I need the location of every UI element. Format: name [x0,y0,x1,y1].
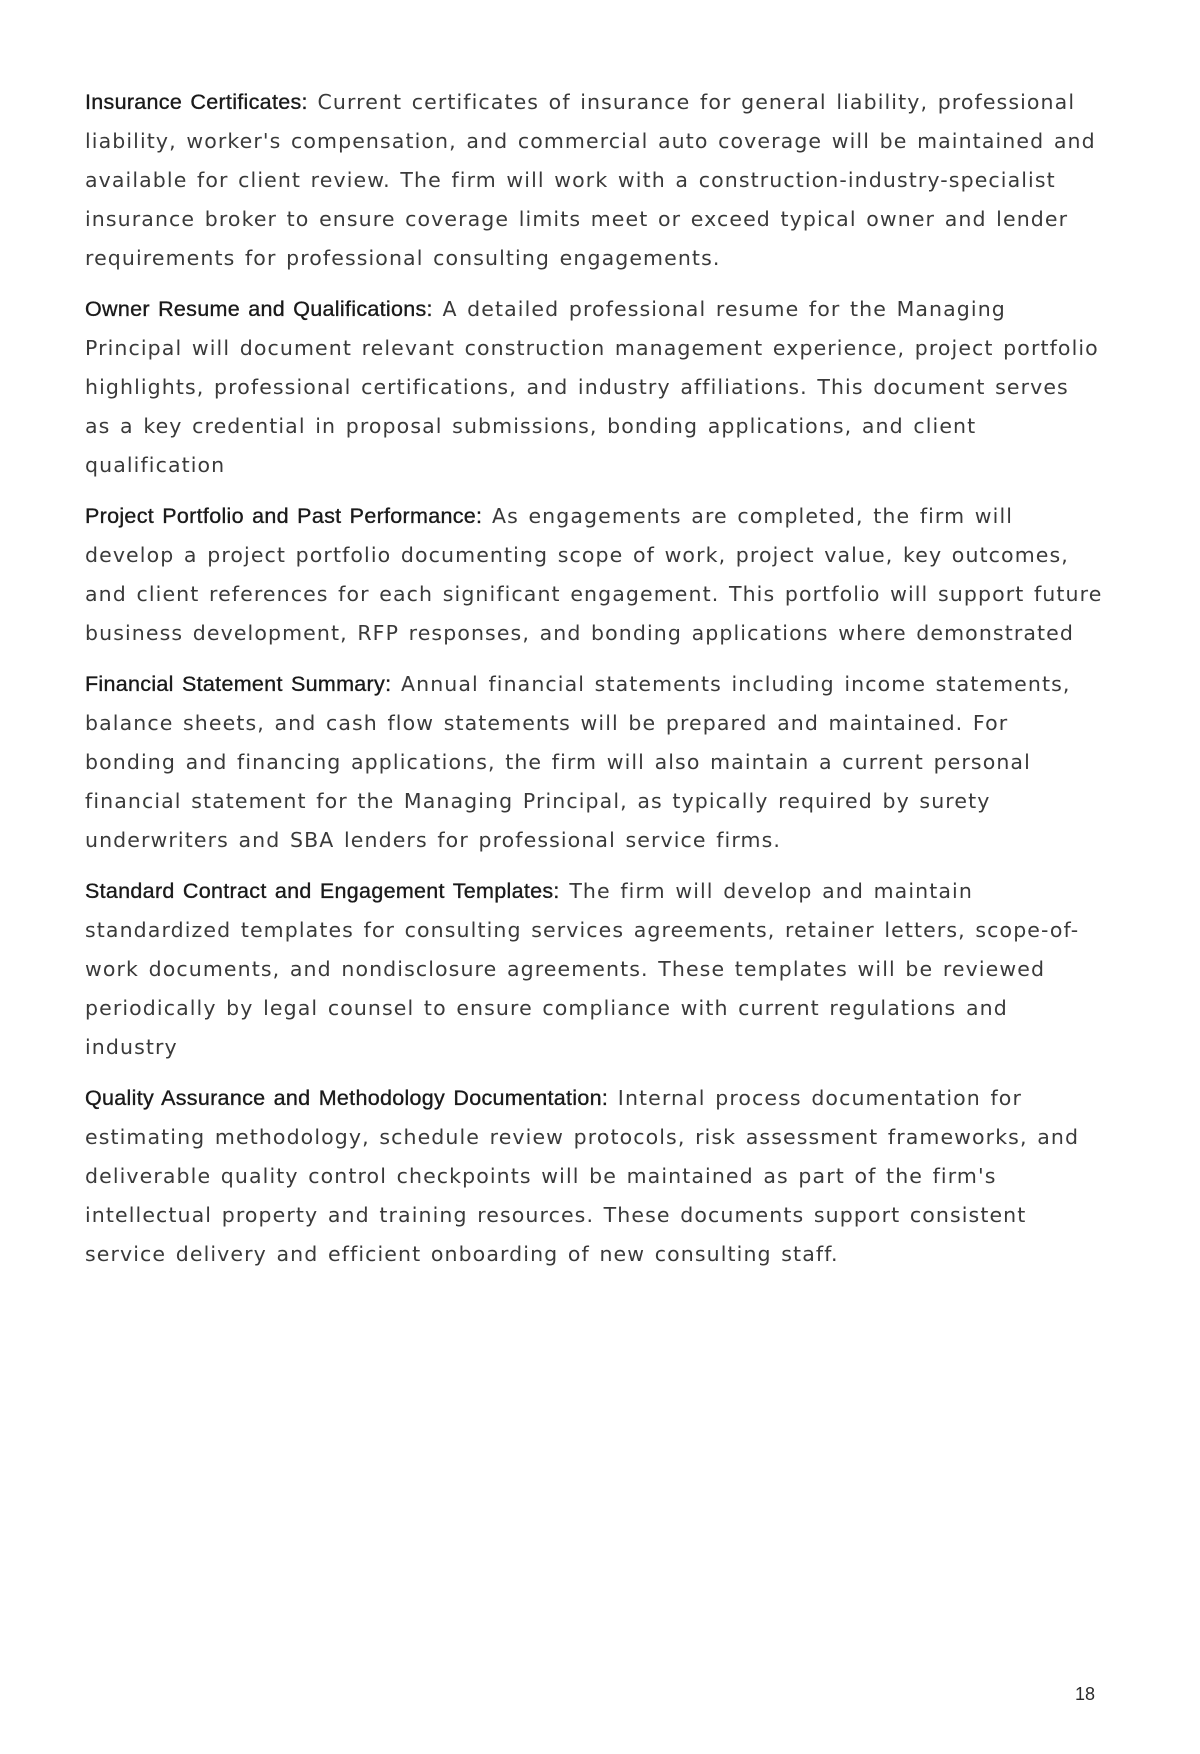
section-text: A detailed professional resume for the Managing Principal will document relevant construction management experience, project portfolio highlights, professional certifications, and industry affiliations. This document serves as a key credential in proposal submissions, bonding applications, and client qualification [85,297,1099,477]
section-project-portfolio [85,497,1103,653]
document-body [85,83,1103,1286]
section-term: Financial Statement Summary: [85,672,392,696]
section-text: The firm will develop and maintain standardized templates for consulting services agreements, retainer letters, scope-of-work documents, and nondisclosure agreements. These templates will be reviewed periodically by legal counsel to ensure compliance with current regulations and industry [85,879,1080,1059]
section-insurance-certificates [85,83,1103,278]
section-text: Current certificates of insurance for general liability, professional liability, worker's compensation, and commercial auto coverage will be maintained and available for client review. The firm will work with a construction-industry-specialist insurance broker to ensure coverage limits meet or exceed typical owner and lender requirements for professional consulting engagements. [85,90,1096,270]
section-contract-templates [85,872,1103,1067]
section-quality-assurance [85,1079,1103,1274]
section-term: Owner Resume and Qualifications: [85,297,433,321]
section-term: Quality Assurance and Methodology Documentation: [85,1086,609,1110]
section-term: Standard Contract and Engagement Templates: [85,879,560,903]
section-financial-statement [85,665,1103,860]
section-text: As engagements are completed, the firm will develop a project portfolio documenting scope of work, project value, key outcomes, and client references for each significant engagement. This portfolio will support future business development, RFP responses, and bonding applications where demonstrated [85,504,1103,645]
section-owner-resume [85,290,1103,485]
section-text: Internal process documentation for estimating methodology, schedule review protocols, risk assessment frameworks, and deliverable quality control checkpoints will be maintained as part of the firm's intellectual property and training resources. These documents support consistent service delivery and efficient onboarding of new consulting staff. [85,1086,1080,1266]
section-term: Insurance Certificates: [85,90,308,114]
section-text: Annual financial statements including income statements, balance sheets, and cash flow statements will be prepared and maintained. For bonding and financing applications, the firm will also maintain a current personal financial statement for the Managing Principal, as typically required by surety underwriters and SBA lenders for professional service firms. [85,672,1071,852]
page-number: 18 [1075,1684,1096,1704]
section-term: Project Portfolio and Past Performance: [85,504,483,528]
